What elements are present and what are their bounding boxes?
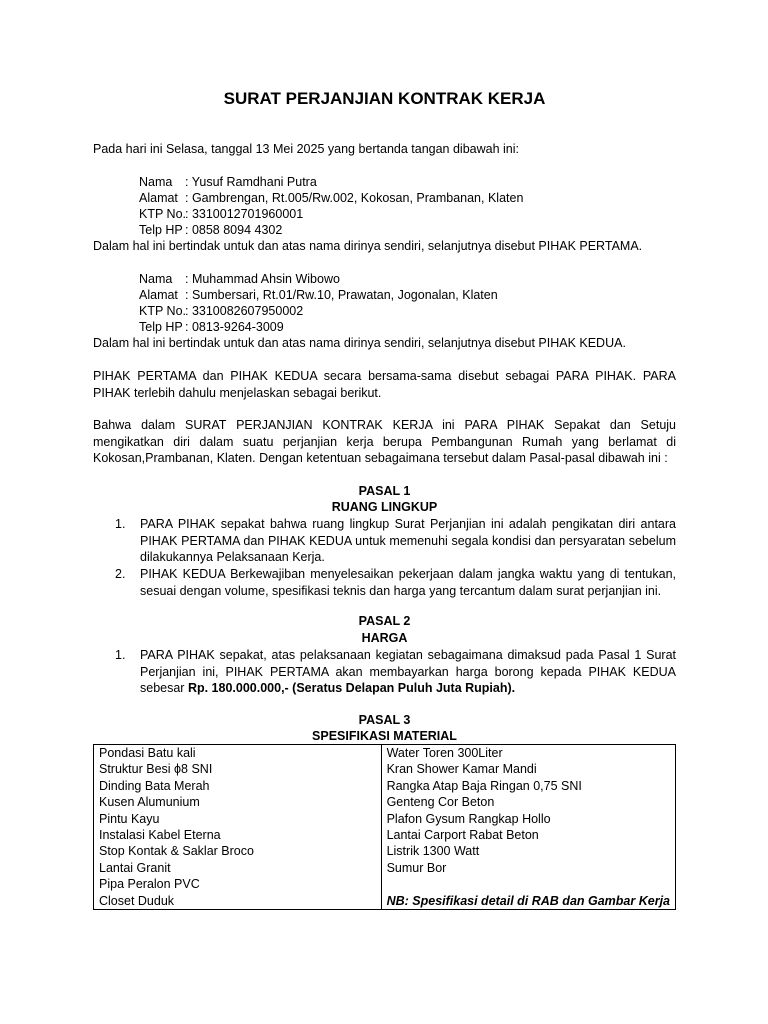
spec-left-column: [94, 745, 382, 910]
spec-item: Stop Kontak & Saklar Broco: [99, 844, 254, 859]
party-1-phone-row: [139, 222, 282, 238]
spec-item: Pipa Peralon PVC: [99, 877, 200, 892]
price-amount: Rp. 180.000.000,- (Seratus Delapan Puluh Juta Rupiah): [187, 681, 512, 695]
spec-item: Kusen Alumunium: [99, 795, 200, 810]
pasal-2-subheading: HARGA: [361, 631, 408, 645]
spec-item: Genteng Cor Beton: [386, 795, 495, 810]
spec-item: Struktur Besi ϕ8 SNI: [99, 762, 213, 777]
spec-item: Dinding Bata Merah: [99, 778, 210, 793]
document-title: SURAT PERJANJIAN KONTRAK KERJA: [223, 89, 546, 108]
bahwa-paragraph: Bahwa dalam SURAT PERJANJIAN KONTRAK KERJA ini PARA PIHAK Sepakat dan Setuju mengikatkan diri dalam suatu perjanjian kerja berupa Pembangunan Rumah yang berlamat di Kokosan,Prambanan, Klaten. Dengan ketentuan sebagaimana tersebut dalam Pasal-pasal dibawah ini :: [93, 418, 676, 465]
pasal-3-heading: PASAL 3: [358, 713, 411, 727]
spec-item: Listrik 1300 Watt: [386, 844, 480, 859]
pasal-2-heading: PASAL 2: [358, 614, 411, 628]
party-2-closing: Dalam hal ini bertindak untuk dan atas nama dirinya sendiri, selanjutnya disebut PIHAK KEDUA.: [93, 336, 626, 350]
pasal-3-subheading: SPESIFIKASI MATERIAL: [312, 729, 457, 743]
party-1-phone: : 0858 8094 4302: [185, 223, 283, 237]
spec-item: Water Toren 300Liter: [386, 746, 503, 760]
pasal-2-item-1-number: 1.: [115, 648, 126, 662]
spec-item: Pintu Kayu: [99, 811, 160, 826]
pasal-1-item-2-number: 2.: [115, 567, 126, 581]
phone-label: Telp HP: [139, 320, 183, 334]
party-1-name-row: [139, 174, 317, 190]
spec-item: Instalasi Kabel Eterna: [99, 828, 221, 843]
material-spec-table: [93, 744, 676, 910]
spec-item: Lantai Granit: [99, 860, 171, 875]
party-1-closing: Dalam hal ini bertindak untuk dan atas nama dirinya sendiri, selanjutnya disebut PIHAK PERTAMA.: [93, 239, 643, 253]
intro-text: Pada hari ini Selasa, tanggal 13 Mei 2025 yang bertanda tangan dibawah ini:: [93, 142, 520, 156]
spec-item: Kran Shower Kamar Mandi: [386, 762, 537, 777]
pasal-1-item-1-text: PARA PIHAK sepakat bahwa ruang lingkup Surat Perjanjian ini adalah pengikatan diri antara PIHAK PERTAMA dan PIHAK KEDUA untuk memenuhi segala kondisi dan persyaratan sebelum dilakukannya Pelaksanaan Kerja.: [140, 517, 676, 564]
para-pihak-paragraph: PIHAK PERTAMA dan PIHAK KEDUA secara bersama-sama disebut sebagai PARA PIHAK. PARA PIHAK terlebih dahulu menjelaskan sebagai berikut.: [93, 369, 676, 400]
party-2-name: : Muhammad Ahsin Wibowo: [185, 272, 340, 286]
spec-item: Lantai Carport Rabat Beton: [386, 828, 539, 843]
name-label: Nama: [139, 175, 173, 189]
spec-right-column: [381, 745, 675, 910]
pasal-1-subheading: RUANG LINGKUP: [331, 500, 438, 514]
price-end: .: [511, 681, 516, 695]
party-2-phone: : 0813-9264-3009: [185, 320, 284, 334]
address-label: Alamat: [139, 288, 178, 302]
party-2-ktp: : 3310082607950002: [185, 304, 304, 318]
party-2-address-row: [139, 287, 498, 303]
spec-item: Pondasi Batu kali: [99, 746, 196, 760]
pasal-2-item-1-text: [140, 647, 676, 697]
pasal-2-item-text: PARA PIHAK sepakat, atas pelaksanaan kegiatan sebagaimana dimaksud pada Pasal 1 Surat Perjanjian ini, PIHAK PERTAMA akan membayarkan harga borong kepada PIHAK KEDUA sebesar: [140, 648, 676, 695]
party-1-ktp: : 3310012701960001: [185, 207, 304, 221]
ktp-label: KTP No.: [139, 207, 187, 221]
ktp-label: KTP No.: [139, 304, 187, 318]
party-1-address-row: [139, 190, 523, 206]
phone-label: Telp HP: [139, 223, 183, 237]
party-2-address: : Sumbersari, Rt.01/Rw.10, Prawatan, Jogonalan, Klaten: [185, 288, 498, 302]
party-2-name-row: [139, 271, 340, 287]
party-1-address: : Gambrengan, Rt.005/Rw.002, Kokosan, Prambanan, Klaten: [185, 191, 524, 205]
address-label: Alamat: [139, 191, 178, 205]
spec-item: Sumur Bor: [386, 860, 447, 875]
pasal-1-item-2-text: PIHAK KEDUA Berkewajiban menyelesaikan pekerjaan dalam jangka waktu yang di tentukan, sesuai dengan volume, spesifikasi teknis dan harga yang tercantum dalam surat perjanjian ini.: [140, 567, 676, 598]
spec-item: Closet Duduk: [99, 893, 175, 908]
spec-item: Rangka Atap Baja Ringan 0,75 SNI: [386, 778, 582, 793]
party-1-name: : Yusuf Ramdhani Putra: [185, 175, 317, 189]
party-2-ktp-row: [139, 303, 303, 319]
spec-note: NB: Spesifikasi detail di RAB dan Gambar Kerja: [386, 893, 670, 908]
spec-item: Plafon Gysum Rangkap Hollo: [386, 811, 551, 826]
party-2-phone-row: [139, 319, 284, 335]
name-label: Nama: [139, 272, 173, 286]
pasal-1-heading: PASAL 1: [358, 484, 411, 498]
party-1-ktp-row: [139, 206, 303, 222]
pasal-1-item-1-number: 1.: [115, 517, 126, 531]
